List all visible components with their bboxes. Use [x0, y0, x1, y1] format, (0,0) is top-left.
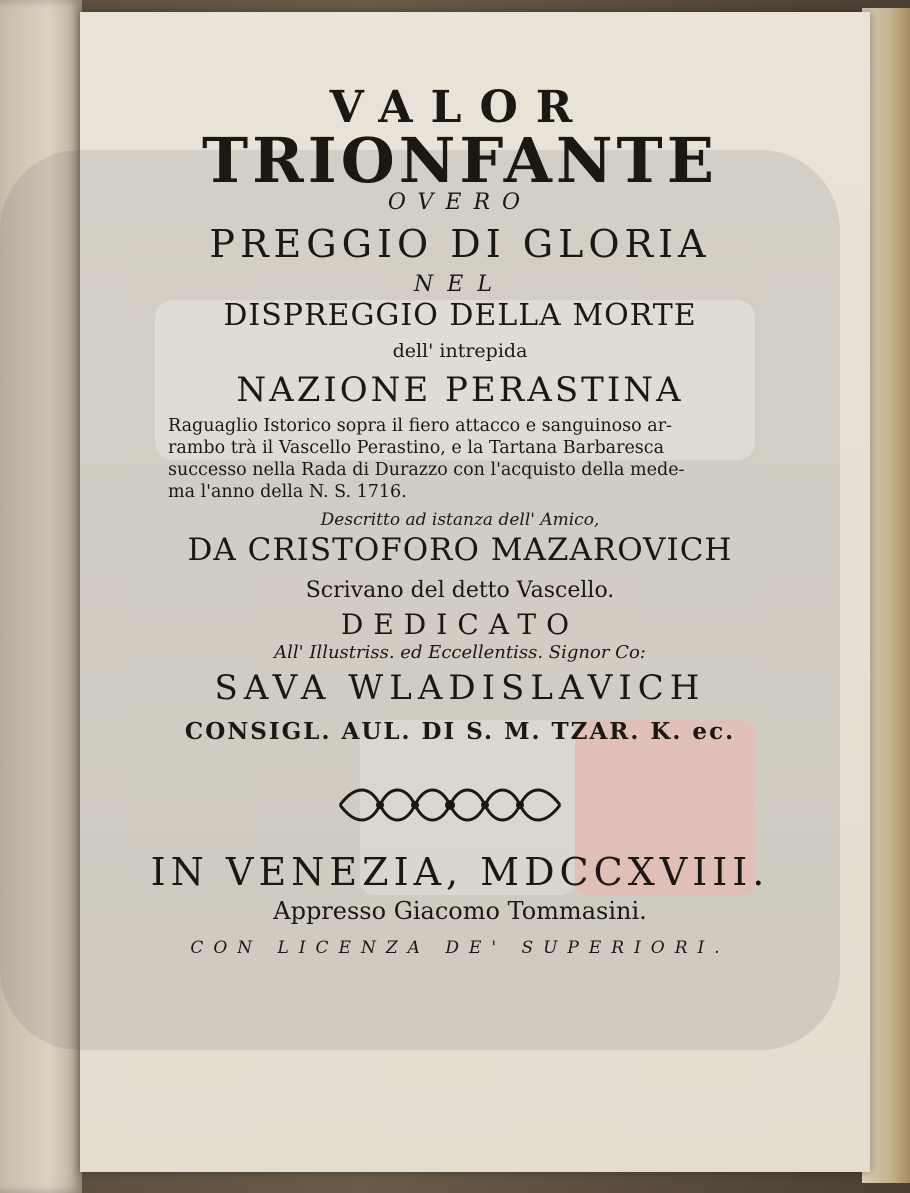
line-dedicato: DEDICATO [340, 608, 580, 641]
raguaglio-line: ma l'anno della N. S. 1716. [168, 482, 407, 502]
line-descritto: Descritto ad istanza dell' Amico, [320, 510, 600, 530]
title-trionfante: TRIONFANTE [202, 124, 718, 197]
title-valor: VALOR [329, 82, 591, 133]
line-nel: NEL [414, 272, 506, 297]
line-dedicatee-title: All' Illustriss. ed Eccellentiss. Signor Co: [274, 642, 646, 663]
raguaglio-line: Raguaglio Istorico sopra il fiero attacco e sanguinoso ar- [168, 416, 672, 436]
line-ovvero: OVERO [387, 190, 533, 215]
line-preggio: PREGGIO DI GLORIA [209, 222, 711, 266]
line-scrivano: Scrivano del detto Vascello. [305, 578, 615, 603]
dedicatee-office: CONSIGL. AUL. DI S. M. TZAR. K. ec. [184, 718, 736, 745]
line-nazione: NAZIONE PERASTINA [236, 370, 684, 410]
line-intrepida: dell' intrepida [392, 340, 528, 362]
raguaglio-paragraph [168, 415, 748, 503]
line-dispreggio: DISPREGGIO DELLA MORTE [223, 298, 697, 333]
imprint-printer: Appresso Giacomo Tommasini. [273, 897, 647, 925]
imprint-place-date: IN VENEZIA, MDCCXVIII. [150, 850, 770, 894]
raguaglio-line: rambo trà il Vascello Perastino, e la Tartana Barbaresca [168, 438, 665, 458]
author-line: DA CRISTOFORO MAZAROVICH [187, 532, 733, 568]
printer-ornament-icon [335, 780, 565, 830]
dedicatee-name: SAVA WLADISLAVICH [214, 668, 706, 708]
raguaglio-line: successo nella Rada di Durazzo con l'acquisto della mede- [168, 460, 685, 480]
imprint-licence: CON LICENZA DE' SUPERIORI. [190, 938, 730, 958]
